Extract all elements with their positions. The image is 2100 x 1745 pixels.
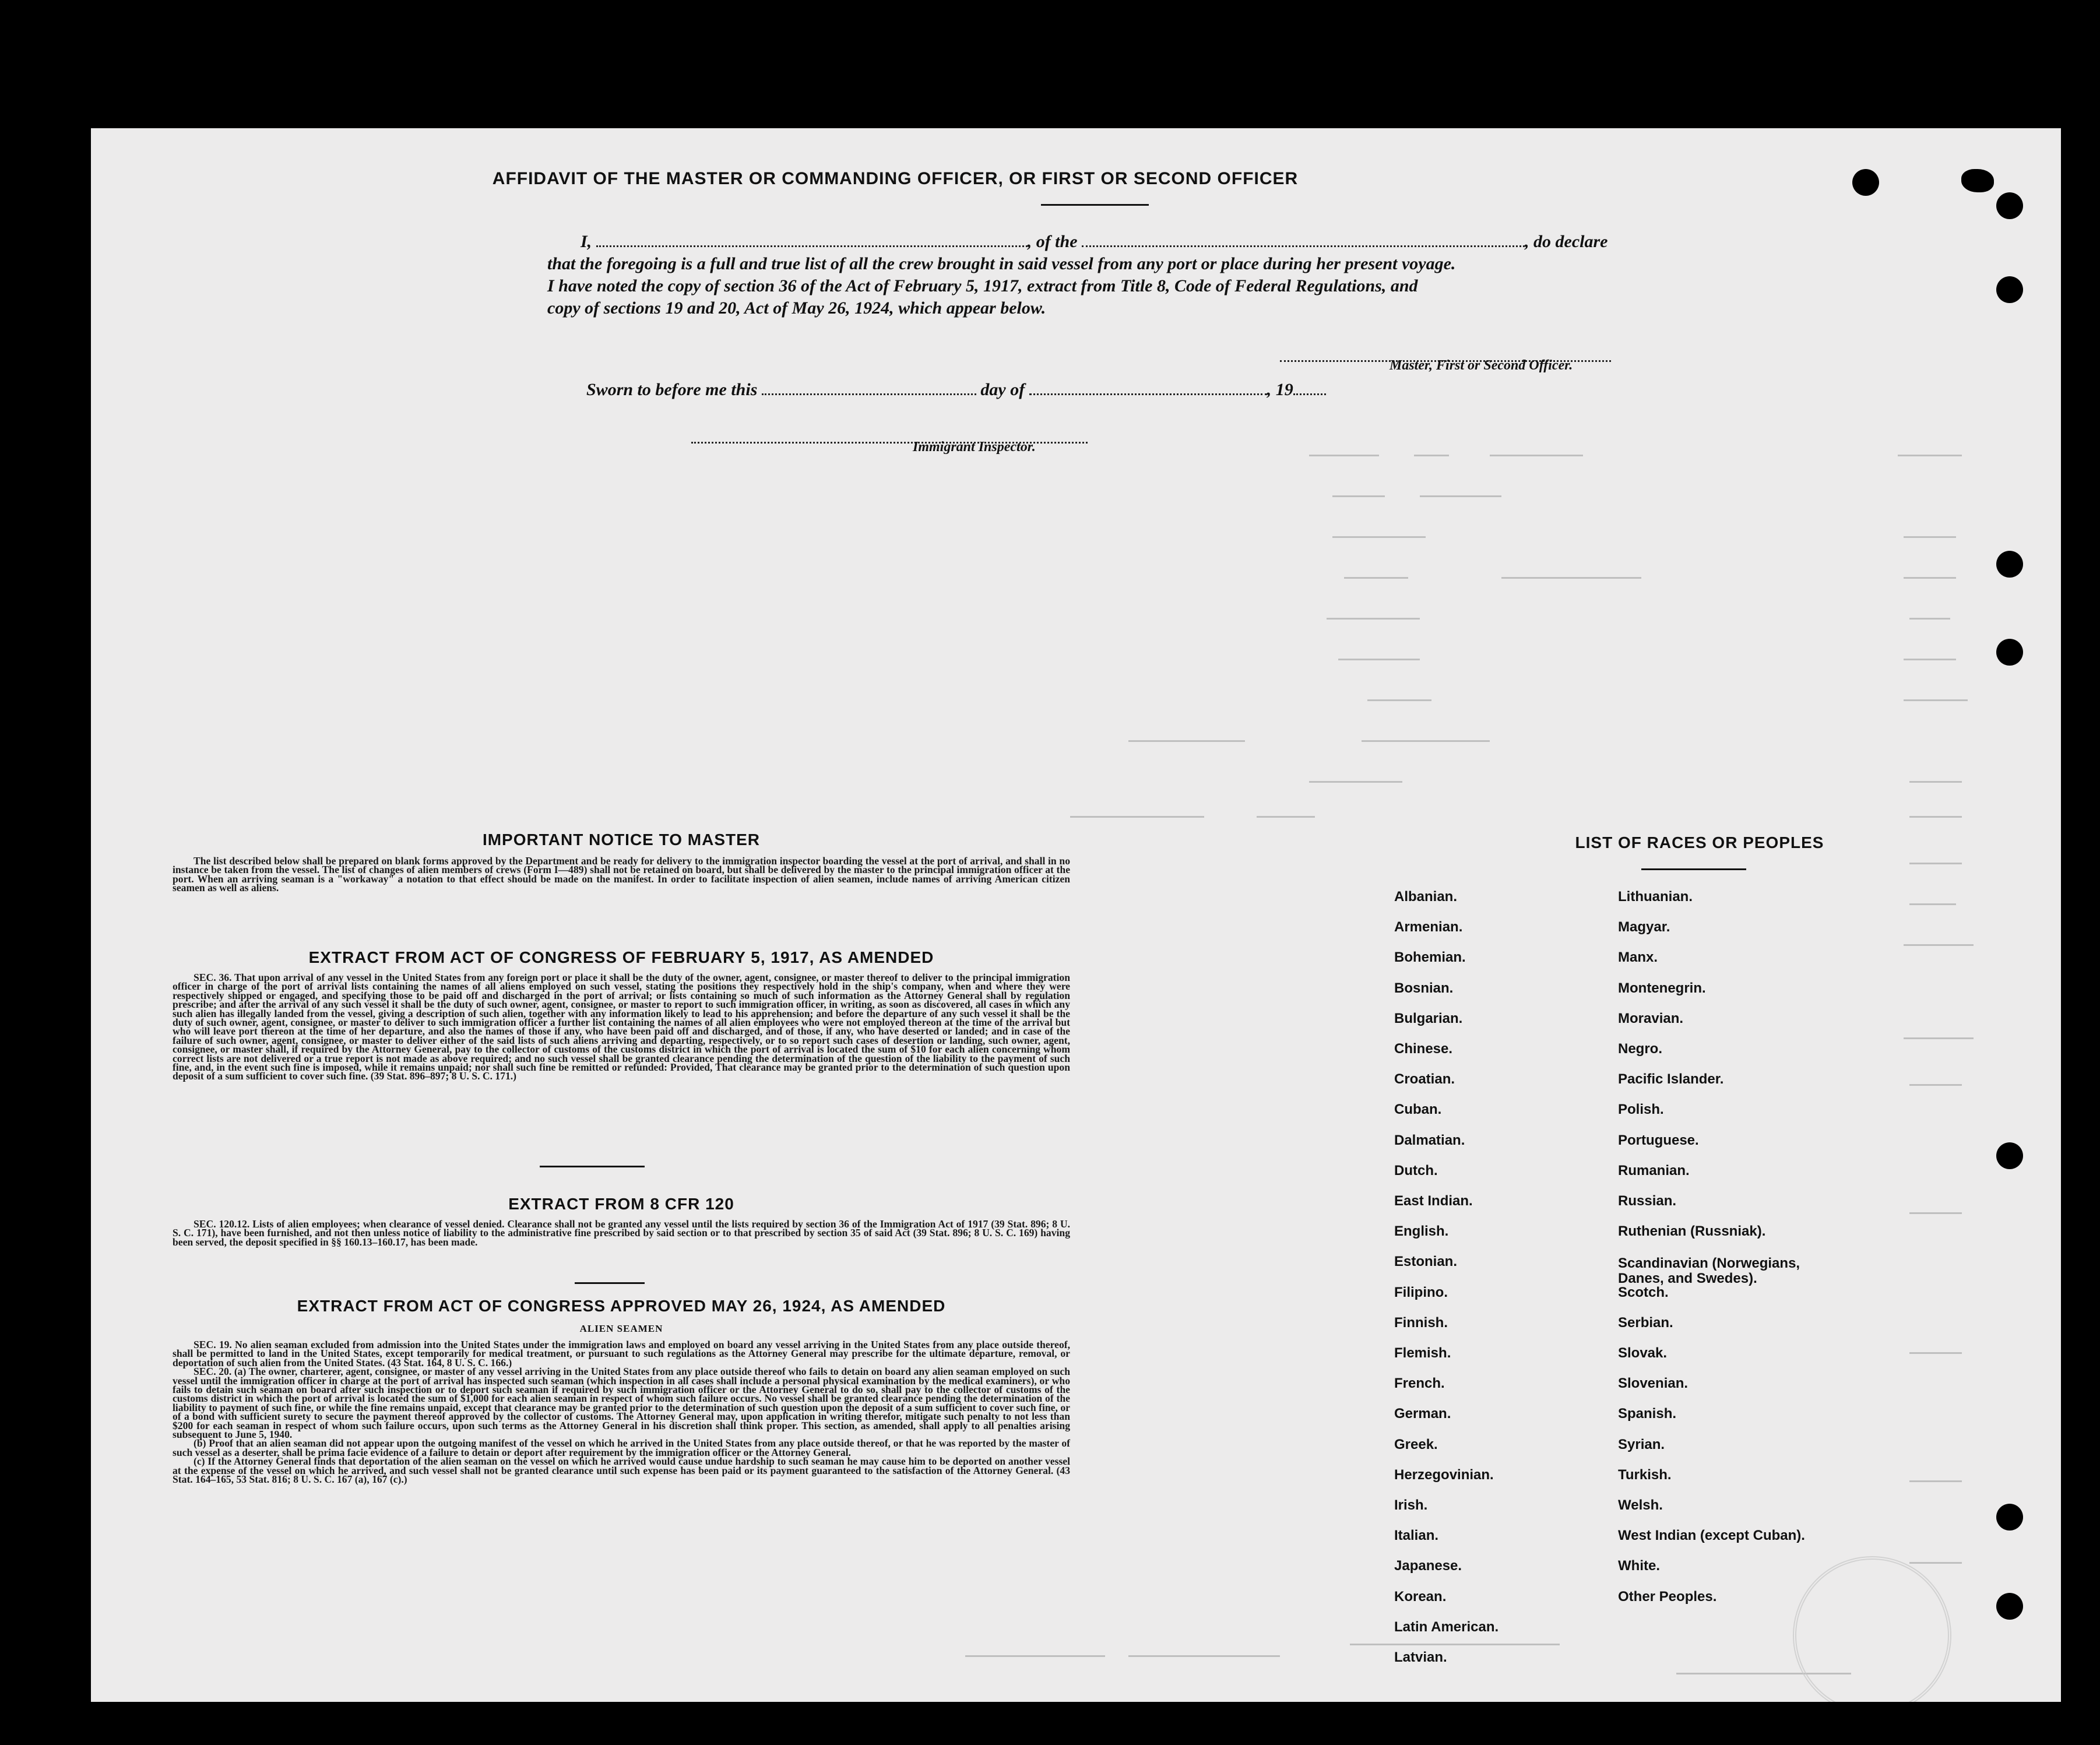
- show-through-mark: [1909, 618, 1950, 620]
- race-item: Polish.: [1618, 1102, 1664, 1118]
- show-through-mark: [1128, 1655, 1280, 1657]
- declaration-of-label: , of the: [1027, 232, 1078, 251]
- sworn-month-blank: [1029, 383, 1267, 395]
- race-item: Scotch.: [1618, 1284, 1669, 1300]
- race-item: Moravian.: [1618, 1010, 1684, 1026]
- show-through-mark: [1414, 455, 1449, 456]
- race-item: Slovenian.: [1618, 1375, 1689, 1392]
- show-through-mark: [965, 1655, 1105, 1657]
- show-through-mark: [1344, 577, 1408, 579]
- race-item: French.: [1394, 1375, 1445, 1392]
- race-item: White.: [1618, 1558, 1660, 1574]
- sworn-line: [586, 380, 1326, 400]
- race-item: Irish.: [1394, 1497, 1428, 1513]
- race-item: Herzegovinian.: [1394, 1466, 1494, 1483]
- show-through-mark: [1904, 699, 1968, 701]
- declaration-line: [581, 232, 1607, 252]
- extract-1924-title: EXTRACT FROM ACT OF CONGRESS APPROVED MAY 26, 1924, AS AMENDED: [297, 1297, 946, 1315]
- show-through-mark: [1904, 944, 1974, 946]
- show-through-mark: [1909, 1212, 1962, 1214]
- extract-cfr-title: EXTRACT FROM 8 CFR 120: [508, 1195, 734, 1213]
- show-through-mark: [1309, 455, 1379, 456]
- document-sheet: [91, 128, 2061, 1702]
- race-item: Filipino.: [1394, 1284, 1448, 1300]
- sec-19-paragraph: SEC. 19. No alien seaman excluded from admission into the United States under the immigration laws and employed on board any vessel arriving in the United States from any place outside thereof, shall be permitted to land in the United States, except temporarily for medical treatment, or pursuant to such regulations as the Attorney General may prescribe for the ultimate departure, removal, or deportation of such alien from the United States. (43 Stat. 164, 8 U. S. C. 166.): [173, 1339, 1070, 1368]
- show-through-mark: [1909, 816, 1962, 818]
- punch-hole: [1996, 192, 2023, 219]
- race-item: Rumanian.: [1618, 1162, 1690, 1178]
- extract-1924-body: [173, 1341, 1070, 1484]
- race-item: Russian.: [1618, 1193, 1677, 1209]
- punch-hole: [1996, 1504, 2023, 1531]
- race-item: Flemish.: [1394, 1345, 1451, 1361]
- extract-1917-title: EXTRACT FROM ACT OF CONGRESS OF FEBRUARY 5, 1917, AS AMENDED: [308, 948, 934, 966]
- punch-hole: [1852, 169, 1879, 196]
- sworn-prefix: Sworn to before me this: [586, 380, 758, 399]
- notice-title: IMPORTANT NOTICE TO MASTER: [482, 831, 761, 849]
- race-item: Chinese.: [1394, 1041, 1453, 1057]
- show-through-mark: [1904, 536, 1956, 538]
- race-item: West Indian (except Cuban).: [1618, 1528, 1805, 1544]
- race-item: Latin American.: [1394, 1619, 1499, 1635]
- show-through-mark: [1257, 816, 1315, 818]
- sworn-year-label: , 19: [1267, 380, 1293, 399]
- race-item: Korean.: [1394, 1588, 1447, 1605]
- show-through-mark: [1904, 659, 1956, 660]
- race-item: Lithuanian.: [1618, 889, 1693, 905]
- race-item: Other Peoples.: [1618, 1588, 1717, 1605]
- sworn-year-blank: [1293, 383, 1326, 395]
- show-through-mark: [1332, 536, 1426, 538]
- races-title: LIST OF RACES OR PEOPLES: [1575, 833, 1824, 852]
- race-item: Serbian.: [1618, 1314, 1673, 1331]
- declaration-text-4: copy of sections 19 and 20, Act of May 26, 1924, which appear below.: [547, 298, 1046, 318]
- show-through-mark: [1909, 1352, 1962, 1354]
- race-item: Bosnian.: [1394, 980, 1454, 996]
- extract-1917-body: [173, 973, 1070, 1081]
- race-item: Albanian.: [1394, 889, 1458, 905]
- race-item: Manx.: [1618, 949, 1658, 966]
- sec-20b-paragraph: (b) Proof that an alien seaman did not appear upon the outgoing manifest of the vessel on which he arrived in the United States from any place outside thereof, or that he was reported by the master of such vessel as a deserter, shall be prima facie evidence of a failure to detain or deport after requirement by the immigration officer or the Attorney General.: [173, 1437, 1070, 1458]
- race-item: Ruthenian (Russniak).: [1618, 1223, 1766, 1240]
- show-through-mark: [1909, 1562, 1962, 1564]
- race-item: Montenegrin.: [1618, 980, 1706, 996]
- punch-hole: [1996, 1142, 2023, 1169]
- race-item: Finnish.: [1394, 1314, 1448, 1331]
- show-through-mark: [1909, 781, 1962, 783]
- race-item: Pacific Islander.: [1618, 1071, 1724, 1088]
- punch-hole: [1996, 276, 2023, 303]
- race-item: Italian.: [1394, 1528, 1439, 1544]
- race-item: Welsh.: [1618, 1497, 1663, 1513]
- show-through-mark: [1904, 1037, 1974, 1039]
- show-through-mark: [1128, 740, 1245, 742]
- race-item: Dutch.: [1394, 1162, 1438, 1178]
- show-through-mark: [1367, 699, 1431, 701]
- inspector-signature-label: Immigrant Inspector.: [913, 439, 1036, 455]
- master-signature-label: Master, First or Second Officer.: [1390, 358, 1573, 373]
- show-through-mark: [1309, 781, 1402, 783]
- notice-paragraph: The list described below shall be prepared on blank forms approved by the Department and be ready for delivery to the immigration inspector boarding the vessel at the port of arrival, and shall in no instance be taken from the vessel. The list of changes of alien members of crews (Form I—489) shall not be retained on board, but shall be delivered by the master to the principal immigration officer at the port. When an arriving seaman is a "workaway" a notation to that effect should be made on the manifest. In order to facilitate inspection of alien seamen, include names of arriving American citizen seamen as well as aliens.: [173, 855, 1070, 894]
- show-through-mark: [1909, 1084, 1962, 1086]
- section-rule: [540, 1166, 645, 1167]
- show-through-mark: [1909, 863, 1962, 864]
- show-through-mark: [1420, 495, 1501, 497]
- sec-20a-paragraph: SEC. 20. (a) The owner, charterer, agent, consignee, or master of any vessel arriving in the United States from any place outside thereof who fails to detain on board any alien seaman employed on such vessel until the immigration officer in charge at the port of arrival has inspected such seaman (which inspection in all cases shall include a personal physical examination by the medical examiners), or who fails to detain such seaman on board after such inspection or to deport such seaman if required by such immigration officer or the Attorney General to do so, shall pay to the collector of customs of the customs district in which the port of arrival is located the sum of $1,000 for each alien seaman in respect of whom such failure occurs. No vessel shall be granted clearance pending the determination of the liability to payment of such fine, or while the fine remains unpaid, except that clearance may be granted prior to the determination of such question upon the deposit of a sum sufficient to cover such fine, or of a bond with sufficient surety to secure the payment thereof approved by the collector of customs. The Attorney General may, upon application in writing therefor, mitigate such penalty to not less than $200 for each seaman in respect of whom such failure occurs, upon such terms as the Attorney General in his discretion shall think proper. This section, as amended, shall apply to all penalties arising subsequent to June 5, 1940.: [173, 1366, 1070, 1441]
- race-item: Estonian.: [1394, 1254, 1458, 1270]
- sworn-day-label: day of: [980, 380, 1025, 399]
- sec-20c-paragraph: (c) If the Attorney General finds that deportation of the alien seaman on the vessel on which he arrived would cause undue hardship to such seaman he may cause him to be deported on another vessel at the expense of the vessel on which he arrived, and such vessel shall not be granted clearance until such expense has been paid or its payment guaranteed to the satisfaction of the Attorney General. (43 Stat. 164–165, 53 Stat. 816; 8 U. S. C. 167 (a), 167 (c).): [173, 1455, 1070, 1486]
- race-item: Greek.: [1394, 1436, 1438, 1452]
- race-item: Dalmatian.: [1394, 1132, 1465, 1148]
- punch-hole: [1961, 169, 1994, 192]
- extract-cfr-paragraph: SEC. 120.12. Lists of alien employees; when clearance of vessel denied. Clearance shall not be granted any vessel until the lists required by section 36 of the Immigration Act of 1917 (39 Stat. 896; 8 U. S. C. 171), have been furnished, and not then unless notice of liability to the administrative fine prescribed by said section or to that prescribed by section 35 of said Act (39 Stat. 896; 8 U. S. C. 169) having been served, the deposit specified in §§ 160.13–160.17, has been made.: [173, 1218, 1070, 1248]
- race-item: Scandinavian (Norwegians, Danes, and Swedes).: [1618, 1255, 1800, 1287]
- show-through-mark: [1909, 1480, 1962, 1482]
- race-item: Armenian.: [1394, 919, 1463, 935]
- race-item: Spanish.: [1618, 1406, 1677, 1422]
- declaration-text-3: I have noted the copy of section 36 of the Act of February 5, 1917, extract from Title 8, Code of Federal Regulations, and: [547, 276, 1418, 295]
- notice-body: [173, 857, 1070, 893]
- race-item: Latvian.: [1394, 1649, 1447, 1665]
- title-rule: [1041, 204, 1149, 206]
- show-through-mark: [1904, 577, 1956, 579]
- races-rule: [1641, 868, 1746, 870]
- vessel-blank: [1082, 235, 1525, 247]
- race-item: Slovak.: [1618, 1345, 1668, 1361]
- punch-hole: [1996, 551, 2023, 578]
- name-blank: [596, 235, 1028, 247]
- show-through-mark: [1070, 816, 1204, 818]
- declaration-declare-label: , do declare: [1525, 232, 1608, 251]
- extract-1924-subtitle: ALIEN SEAMEN: [579, 1323, 663, 1334]
- race-item: Portuguese.: [1618, 1132, 1699, 1148]
- race-item: Cuban.: [1394, 1102, 1442, 1118]
- declaration-text-2: that the foregoing is a full and true list of all the crew brought in said vessel from any port or place during her present voyage.: [547, 254, 1456, 273]
- race-item: German.: [1394, 1406, 1451, 1422]
- race-item: Syrian.: [1618, 1436, 1665, 1452]
- race-item: Japanese.: [1394, 1558, 1462, 1574]
- extract-cfr-body: [173, 1220, 1070, 1247]
- show-through-mark: [1362, 740, 1490, 742]
- race-item: English.: [1394, 1223, 1449, 1240]
- show-through-mark: [1898, 455, 1962, 456]
- affidavit-title: AFFIDAVIT OF THE MASTER OR COMMANDING OFFICER, OR FIRST OR SECOND OFFICER: [492, 169, 1299, 188]
- sworn-day-blank: [762, 383, 976, 395]
- show-through-mark: [1490, 455, 1583, 456]
- show-through-mark: [1350, 1644, 1560, 1645]
- show-through-mark: [1501, 577, 1641, 579]
- race-item: Bohemian.: [1394, 949, 1466, 966]
- race-item: East Indian.: [1394, 1193, 1473, 1209]
- race-item: Turkish.: [1618, 1466, 1672, 1483]
- show-through-mark: [1909, 903, 1956, 905]
- section-rule: [575, 1282, 645, 1284]
- official-seal: [1793, 1556, 1951, 1702]
- show-through-mark: [1332, 495, 1385, 497]
- show-through-mark: [1338, 659, 1420, 660]
- show-through-mark: [1327, 618, 1420, 620]
- race-item: Magyar.: [1618, 919, 1670, 935]
- race-item: Negro.: [1618, 1041, 1663, 1057]
- declaration-i-label: I,: [581, 232, 592, 251]
- punch-hole: [1996, 1593, 2023, 1620]
- extract-1917-paragraph: SEC. 36. That upon arrival of any vessel in the United States from any foreign port or place it shall be the duty of the owner, agent, consignee, or master thereof to deliver to the principal immigration officer in charge of the port of arrival lists containing the names of all aliens employed on such vessel, stating the positions they respectively hold in the ship's company, when and where they were respectively shipped or engaged, and specifying those to be paid off and discharged in the port of arrival; or lists containing so much of such information as the Attorney General shall by regulation prescribe; and after the arrival of any such vessel it shall be the duty of such owner, agent, consignee, or master to report to such immigration officer, in writing, as soon as discovered, all cases in which any such alien has illegally landed from the vessel, giving a description of such alien, together with any information likely to lead to his apprehension; and before the departure of any such vessel it shall be the duty of such owner, agent, consignee, or master to deliver to such immigration officer a further list containing the names of all alien employees who were not employed thereon at the time of the arrival but who will leave port thereon at the time of her departure, and also the names of those if any, who have been paid off and discharged, and of those, if any, who have deserted or landed; and in case of the failure of such owner, agent, consignee, or master to deliver either of the said lists of such aliens arriving and departing, respectively, or to so report such cases of desertion or landing, such owner, agent, consignee, or master shall, if required by the Attorney General, pay to the collector of customs of the customs district in which the port of arrival is located the sum of $10 for each alien concerning whom correct lists are not delivered or a true report is not made as above required; and no such vessel shall be granted clearance pending the determination of the question of the liability to the payment of such fine, and, in the event such fine is imposed, while it remains unpaid; nor shall such fine be remitted or refunded: Provided, That clearance may be granted prior to the determination of such question upon deposit of a sum sufficient to cover such fine. (39 Stat. 896–897; 8 U. S. C. 171.): [173, 972, 1070, 1082]
- punch-hole: [1996, 639, 2023, 666]
- race-item: Croatian.: [1394, 1071, 1455, 1088]
- race-item: Bulgarian.: [1394, 1010, 1463, 1026]
